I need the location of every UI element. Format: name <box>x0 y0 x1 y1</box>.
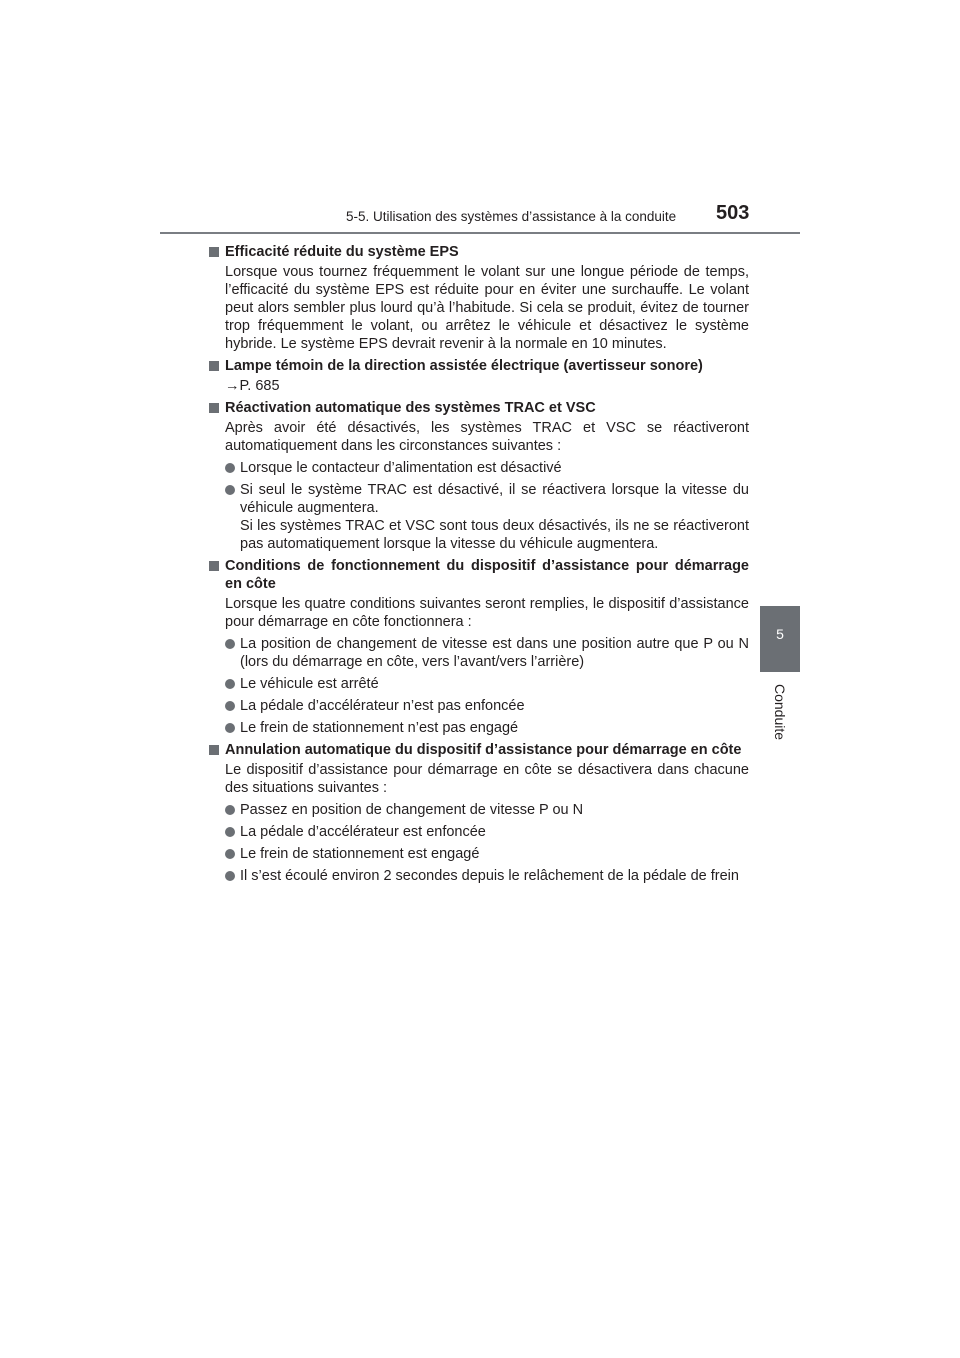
section-title: Réactivation automatique des systèmes TRAC et VSC <box>209 399 749 417</box>
section-lamp <box>209 357 749 395</box>
section-text: Après avoir été désactivés, les systèmes TRAC et VSC se réactiveront automatiquement dans les circonstances suivantes : <box>225 420 749 454</box>
round-bullet-icon <box>225 639 235 649</box>
square-bullet-icon <box>209 745 219 755</box>
round-bullet-icon <box>225 827 235 837</box>
round-bullet-icon <box>225 871 235 881</box>
round-bullet-icon <box>225 805 235 815</box>
list-item: Le frein de stationnement est engagé <box>209 845 749 863</box>
section-title: Annulation automatique du dispositif d’assistance pour démarrage en côte <box>209 741 749 759</box>
section-hill-start-cancel <box>209 741 749 885</box>
page-number: 503 <box>716 202 750 224</box>
section-eps <box>209 243 749 353</box>
list-item: Si seul le système TRAC est désactivé, il se réactivera lorsque la vitesse du véhicule augmentera. Si les systèmes TRAC et VSC sont tous deux désactivés, ils ne se réactiveront pas automatiquement lorsque la vitesse du véhicule augmentera. <box>209 481 749 553</box>
round-bullet-icon <box>225 485 235 495</box>
list-item: La pédale d’accélérateur n’est pas enfoncée <box>209 697 749 715</box>
square-bullet-icon <box>209 247 219 257</box>
chapter-tab-number: 5 <box>776 626 784 642</box>
section-hill-start-conditions <box>209 557 749 737</box>
list-item: La pédale d’accélérateur est enfoncée <box>209 823 749 841</box>
round-bullet-icon <box>225 849 235 859</box>
list-item: La position de changement de vitesse est dans une position autre que P ou N (lors du démarrage en côte, vers l’avant/vers l’arrière) <box>209 635 749 671</box>
section-text: Lorsque vous tournez fréquemment le volant sur une longue période de temps, l’efficacité du système EPS est réduite pour en éviter une surchauffe. Le volant peut alors sembler plus lourd qu’à l’habitude. Si cela se produit, évitez de tourner trop fréquemment le volant, ou arrêtez le véhicule et désactivez le système hybride. Le système EPS devrait revenir à la normale en 10 minutes. <box>225 264 749 352</box>
chapter-tab-label: Conduite <box>772 683 788 741</box>
square-bullet-icon <box>209 561 219 571</box>
header-rule <box>160 232 800 234</box>
square-bullet-icon <box>209 403 219 413</box>
square-bullet-icon <box>209 361 219 371</box>
round-bullet-icon <box>225 723 235 733</box>
page-reference: →P. 685 <box>225 378 280 394</box>
section-title: Lampe témoin de la direction assistée électrique (avertisseur sonore) <box>209 357 749 375</box>
round-bullet-icon <box>225 463 235 473</box>
list-item: Le frein de stationnement n’est pas engagé <box>209 719 749 737</box>
section-text: Lorsque les quatre conditions suivantes seront remplies, le dispositif d’assistance pour démarrage en côte fonctionnera : <box>225 596 749 630</box>
section-text: Le dispositif d’assistance pour démarrage en côte se désactivera dans chacune des situations suivantes : <box>225 762 749 796</box>
list-item: Il s’est écoulé environ 2 secondes depuis le relâchement de la pédale de frein <box>209 867 749 885</box>
page-content <box>209 243 749 889</box>
section-title: Conditions de fonctionnement du dispositif d’assistance pour démarrage en côte <box>209 557 749 593</box>
section-title: Efficacité réduite du système EPS <box>209 243 749 261</box>
section-trac-vsc <box>209 399 749 553</box>
round-bullet-icon <box>225 679 235 689</box>
list-item: Passez en position de changement de vitesse P ou N <box>209 801 749 819</box>
list-item: Lorsque le contacteur d’alimentation est désactivé <box>209 459 749 477</box>
header-section-title: 5-5. Utilisation des systèmes d’assistance à la conduite <box>346 209 677 224</box>
list-item: Le véhicule est arrêté <box>209 675 749 693</box>
round-bullet-icon <box>225 701 235 711</box>
